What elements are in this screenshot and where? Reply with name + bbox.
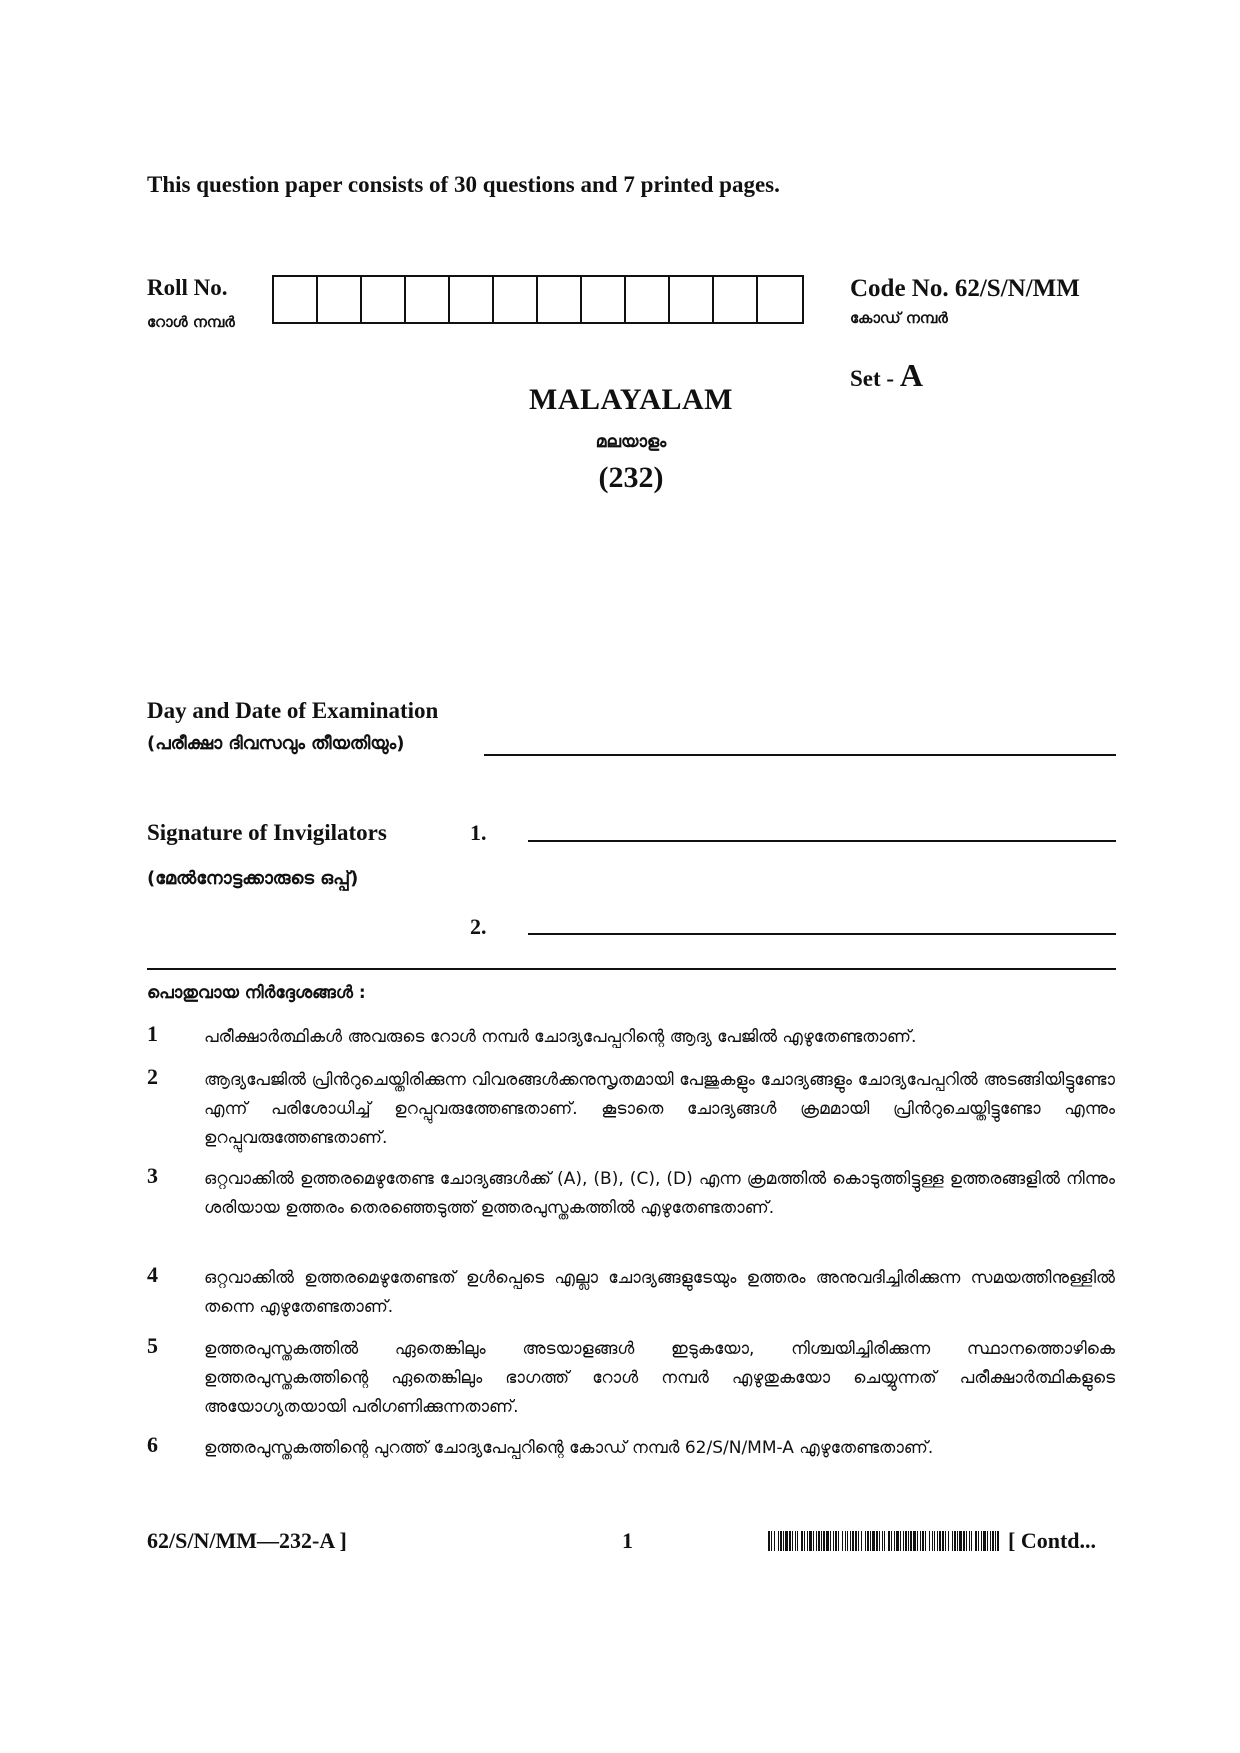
barcode-bar xyxy=(908,1531,909,1551)
barcode-bar xyxy=(934,1531,935,1551)
barcode-bar xyxy=(995,1531,996,1551)
barcode-bar xyxy=(826,1531,829,1551)
barcode-bar xyxy=(807,1531,808,1551)
exam-date-field-line[interactable] xyxy=(484,754,1116,756)
barcode-bar xyxy=(948,1531,949,1551)
barcode-bar xyxy=(830,1531,831,1551)
invigilator-signature-line-1[interactable] xyxy=(528,840,1116,842)
subject-code: (232) xyxy=(598,461,664,494)
barcode-bar xyxy=(929,1531,930,1551)
code-number-label: Code No. 62/S/N/MM xyxy=(850,275,1080,302)
roll-number-box[interactable] xyxy=(670,277,714,322)
instruction-number: 4 xyxy=(147,1262,158,1287)
barcode-bar xyxy=(771,1531,772,1551)
instruction-text: ഉത്തരപുസ്തകത്തിൽ ഏതെങ്കിലും അടയാളങ്ങൾ ഇടുകയോ, നിശ്ചയിച്ചിരിക്കുന്ന സ്ഥാനത്തൊഴികെ ഉത്തരപുസ്തകത്തിന്റെ ഏതെങ്കിലും ഭാഗത്ത് റോൾ നമ്പർ എഴുതുകയോ ചെയ്യുന്നത് പരീക്ഷാർത്ഥികളുടെ അയോഗ്യതയായി പരിഗണിക്കുന്നതാണ്. xyxy=(204,1339,1115,1417)
barcode-bar xyxy=(795,1531,796,1551)
barcode-bar xyxy=(954,1531,956,1551)
instruction-text: ഒറ്റവാക്കിൽ ഉത്തരമെഴുതേണ്ടത് ഉൾപ്പെടെ എല്ലാ ചോദ്യങ്ങളുടേയും ഉത്തരം അനുവദിച്ചിരിക്കുന്ന സമയത്തിനുള്ളിൽ തന്നെ എഴുതേണ്ടതാണ്. xyxy=(204,1268,1115,1317)
barcode-bar xyxy=(932,1531,933,1551)
barcode-bar xyxy=(876,1531,878,1551)
barcode-bar xyxy=(778,1531,779,1551)
barcode-bar xyxy=(845,1531,846,1551)
barcode-bar xyxy=(966,1531,967,1551)
barcode-bar xyxy=(870,1531,871,1551)
barcode-bar xyxy=(852,1531,854,1551)
barcode-bar xyxy=(963,1531,965,1551)
exam-date-label-ml: (പരീക്ഷാ ദിവസവും തീയതിയും) xyxy=(147,733,405,754)
roll-number-box[interactable] xyxy=(538,277,582,322)
barcode-bar xyxy=(861,1531,862,1551)
invigilator-signature-line-2[interactable] xyxy=(528,933,1116,935)
barcode-bar xyxy=(913,1531,916,1551)
barcode-bar xyxy=(888,1531,890,1551)
barcode-bar xyxy=(939,1531,941,1551)
subject-title: MALAYALAM xyxy=(529,383,733,416)
roll-number-box[interactable] xyxy=(318,277,362,322)
barcode-bar xyxy=(821,1531,822,1551)
barcode-bar xyxy=(969,1531,970,1551)
barcode-bar xyxy=(992,1531,994,1551)
barcode-bar xyxy=(990,1531,991,1551)
instruction-text: ഒറ്റവാക്കിൽ ഉത്തരമെഴുതേണ്ട ചോദ്യങ്ങൾക്ക് (A), (B), (C), (D) എന്ന ക്രമത്തിൽ കൊടുത്തിട്ടുള്ള ഉത്തരങ്ങളിൽ നിന്നും ശരിയായ ഉത്തരം തെരഞ്ഞെടുത്ത് ഉത്തരപുസ്തകത്തിൽ എഴുതേണ്ടതാണ്. xyxy=(204,1169,1115,1218)
barcode-bar xyxy=(774,1531,775,1551)
barcode-bar xyxy=(894,1531,895,1551)
barcode-bar xyxy=(922,1531,924,1551)
roll-number-boxes[interactable] xyxy=(272,275,804,324)
barcode-bar xyxy=(867,1531,869,1551)
exam-date-label: Day and Date of Examination xyxy=(147,698,439,723)
instruction-number: 2 xyxy=(147,1064,158,1089)
footer-continued: [ Contd... xyxy=(1008,1528,1097,1553)
roll-number-box[interactable] xyxy=(582,277,626,322)
barcode-bar xyxy=(792,1531,793,1551)
barcode-bar xyxy=(900,1531,901,1551)
barcode-bar xyxy=(780,1531,782,1551)
barcode-bar xyxy=(896,1531,899,1551)
page-header-note: This question paper consists of 30 questions and 7 printed pages. xyxy=(147,172,780,197)
barcode-bar xyxy=(801,1531,803,1551)
barcode-bar xyxy=(983,1531,986,1551)
roll-number-box[interactable] xyxy=(362,277,406,322)
footer-paper-code: 62/S/N/MM—232-A ] xyxy=(147,1528,347,1553)
instruction-number: 6 xyxy=(147,1432,158,1457)
barcode-bar xyxy=(768,1531,770,1551)
barcode-bar xyxy=(865,1531,866,1551)
barcode-bar xyxy=(823,1531,825,1551)
barcode-bar xyxy=(785,1531,788,1551)
instruction-text: ഉത്തരപുസ്തകത്തിന്റെ പുറത്ത് ചോദ്യപേപ്പറിന്റെ കോഡ് നമ്പർ 62/S/N/MM-A എഴുതേണ്ടതാണ്. xyxy=(204,1438,934,1458)
barcode-bar xyxy=(884,1531,885,1551)
roll-number-box[interactable] xyxy=(450,277,494,322)
roll-number-box[interactable] xyxy=(758,277,802,322)
instruction-number: 5 xyxy=(147,1333,158,1358)
barcode-bar xyxy=(855,1531,857,1551)
set-prefix: Set - xyxy=(850,366,900,391)
barcode-bar xyxy=(903,1531,904,1551)
barcode-bar xyxy=(797,1531,798,1551)
barcode-bar xyxy=(981,1531,982,1551)
barcode-bar xyxy=(842,1531,843,1551)
roll-number-label-ml: റോൾ നമ്പർ xyxy=(147,313,235,331)
barcode-bar xyxy=(809,1531,812,1551)
barcode-bar xyxy=(997,1531,999,1551)
barcode-bar xyxy=(910,1531,912,1551)
roll-number-label: Roll No. xyxy=(147,275,228,300)
instruction-text: പരീക്ഷാർത്ഥികൾ അവരുടെ റോൾ നമ്പർ ചോദ്യപേപ്പറിന്റെ ആദ്യ പേജിൽ എഴുതേണ്ടതാണ്. xyxy=(204,1027,917,1047)
invigilator-number-2: 2. xyxy=(470,914,487,939)
barcode-bar xyxy=(942,1531,944,1551)
invigilator-signature-label: Signature of Invigilators xyxy=(147,820,387,845)
barcode-bar xyxy=(917,1531,918,1551)
barcode-bar xyxy=(975,1531,977,1551)
roll-number-box[interactable] xyxy=(714,277,758,322)
barcode-bar xyxy=(833,1531,834,1551)
barcode-bar xyxy=(987,1531,988,1551)
barcode-bar xyxy=(937,1531,938,1551)
barcode-bar xyxy=(789,1531,791,1551)
roll-number-box[interactable] xyxy=(274,277,318,322)
barcode-bar xyxy=(835,1531,837,1551)
barcode-bar xyxy=(945,1531,946,1551)
barcode-icon xyxy=(768,1531,1000,1551)
barcode-bar xyxy=(813,1531,814,1551)
barcode-bar xyxy=(804,1531,805,1551)
barcode-bar xyxy=(872,1531,875,1551)
barcode-bar xyxy=(905,1531,907,1551)
roll-number-box[interactable] xyxy=(494,277,538,322)
barcode-bar xyxy=(858,1531,859,1551)
roll-number-box[interactable] xyxy=(406,277,450,322)
footer-page-number: 1 xyxy=(622,1528,633,1553)
barcode-bar xyxy=(816,1531,817,1551)
instruction-text: ആദ്യപേജിൽ പ്രിൻറുചെയ്തിരിക്കുന്ന വിവരങ്ങൾക്കനുസൃതമായി പേജുകളും ചോദ്യങ്ങളും ചോദ്യപേപ്പറിൽ അടങ്ങിയിട്ടുണ്ടോ എന്ന് പരിശോധിച്ച് ഉറപ്പുവരുത്തേണ്ടതാണ്. കൂടാതെ ചോദ്യങ്ങൾ ക്രമമായി പ്രിൻറുചെയ്തിട്ടുണ്ടോ എന്നും ഉറപ്പുവരുത്തേണ്ടതാണ്. xyxy=(204,1070,1115,1148)
barcode-bar xyxy=(971,1531,972,1551)
barcode-bar xyxy=(978,1531,979,1551)
barcode-bar xyxy=(920,1531,921,1551)
barcode-bar xyxy=(818,1531,820,1551)
barcode-bar xyxy=(891,1531,892,1551)
barcode-bar xyxy=(882,1531,883,1551)
barcode-bar xyxy=(952,1531,953,1551)
barcode-bar xyxy=(850,1531,851,1551)
roll-number-box[interactable] xyxy=(626,277,670,322)
barcode-bar xyxy=(847,1531,848,1551)
section-divider xyxy=(147,968,1116,970)
instruction-number: 3 xyxy=(147,1163,158,1188)
subject-title-ml: മലയാളം xyxy=(595,432,667,452)
code-number-label-ml: കോഡ് നമ്പർ xyxy=(850,309,948,327)
barcode-bar xyxy=(959,1531,962,1551)
invigilator-signature-label-ml: (മേൽനോട്ടക്കാരുടെ ഒപ്പ്) xyxy=(147,868,359,889)
barcode-bar xyxy=(879,1531,880,1551)
barcode-bar xyxy=(957,1531,958,1551)
instructions-title: പൊതുവായ നിർദ്ദേശങ്ങൾ : xyxy=(147,983,366,1003)
barcode-bar xyxy=(838,1531,839,1551)
barcode-bar xyxy=(925,1531,926,1551)
instruction-number: 1 xyxy=(147,1021,158,1046)
barcode-bar xyxy=(783,1531,784,1551)
set-letter: A xyxy=(899,357,923,393)
invigilator-number-1: 1. xyxy=(470,820,487,845)
